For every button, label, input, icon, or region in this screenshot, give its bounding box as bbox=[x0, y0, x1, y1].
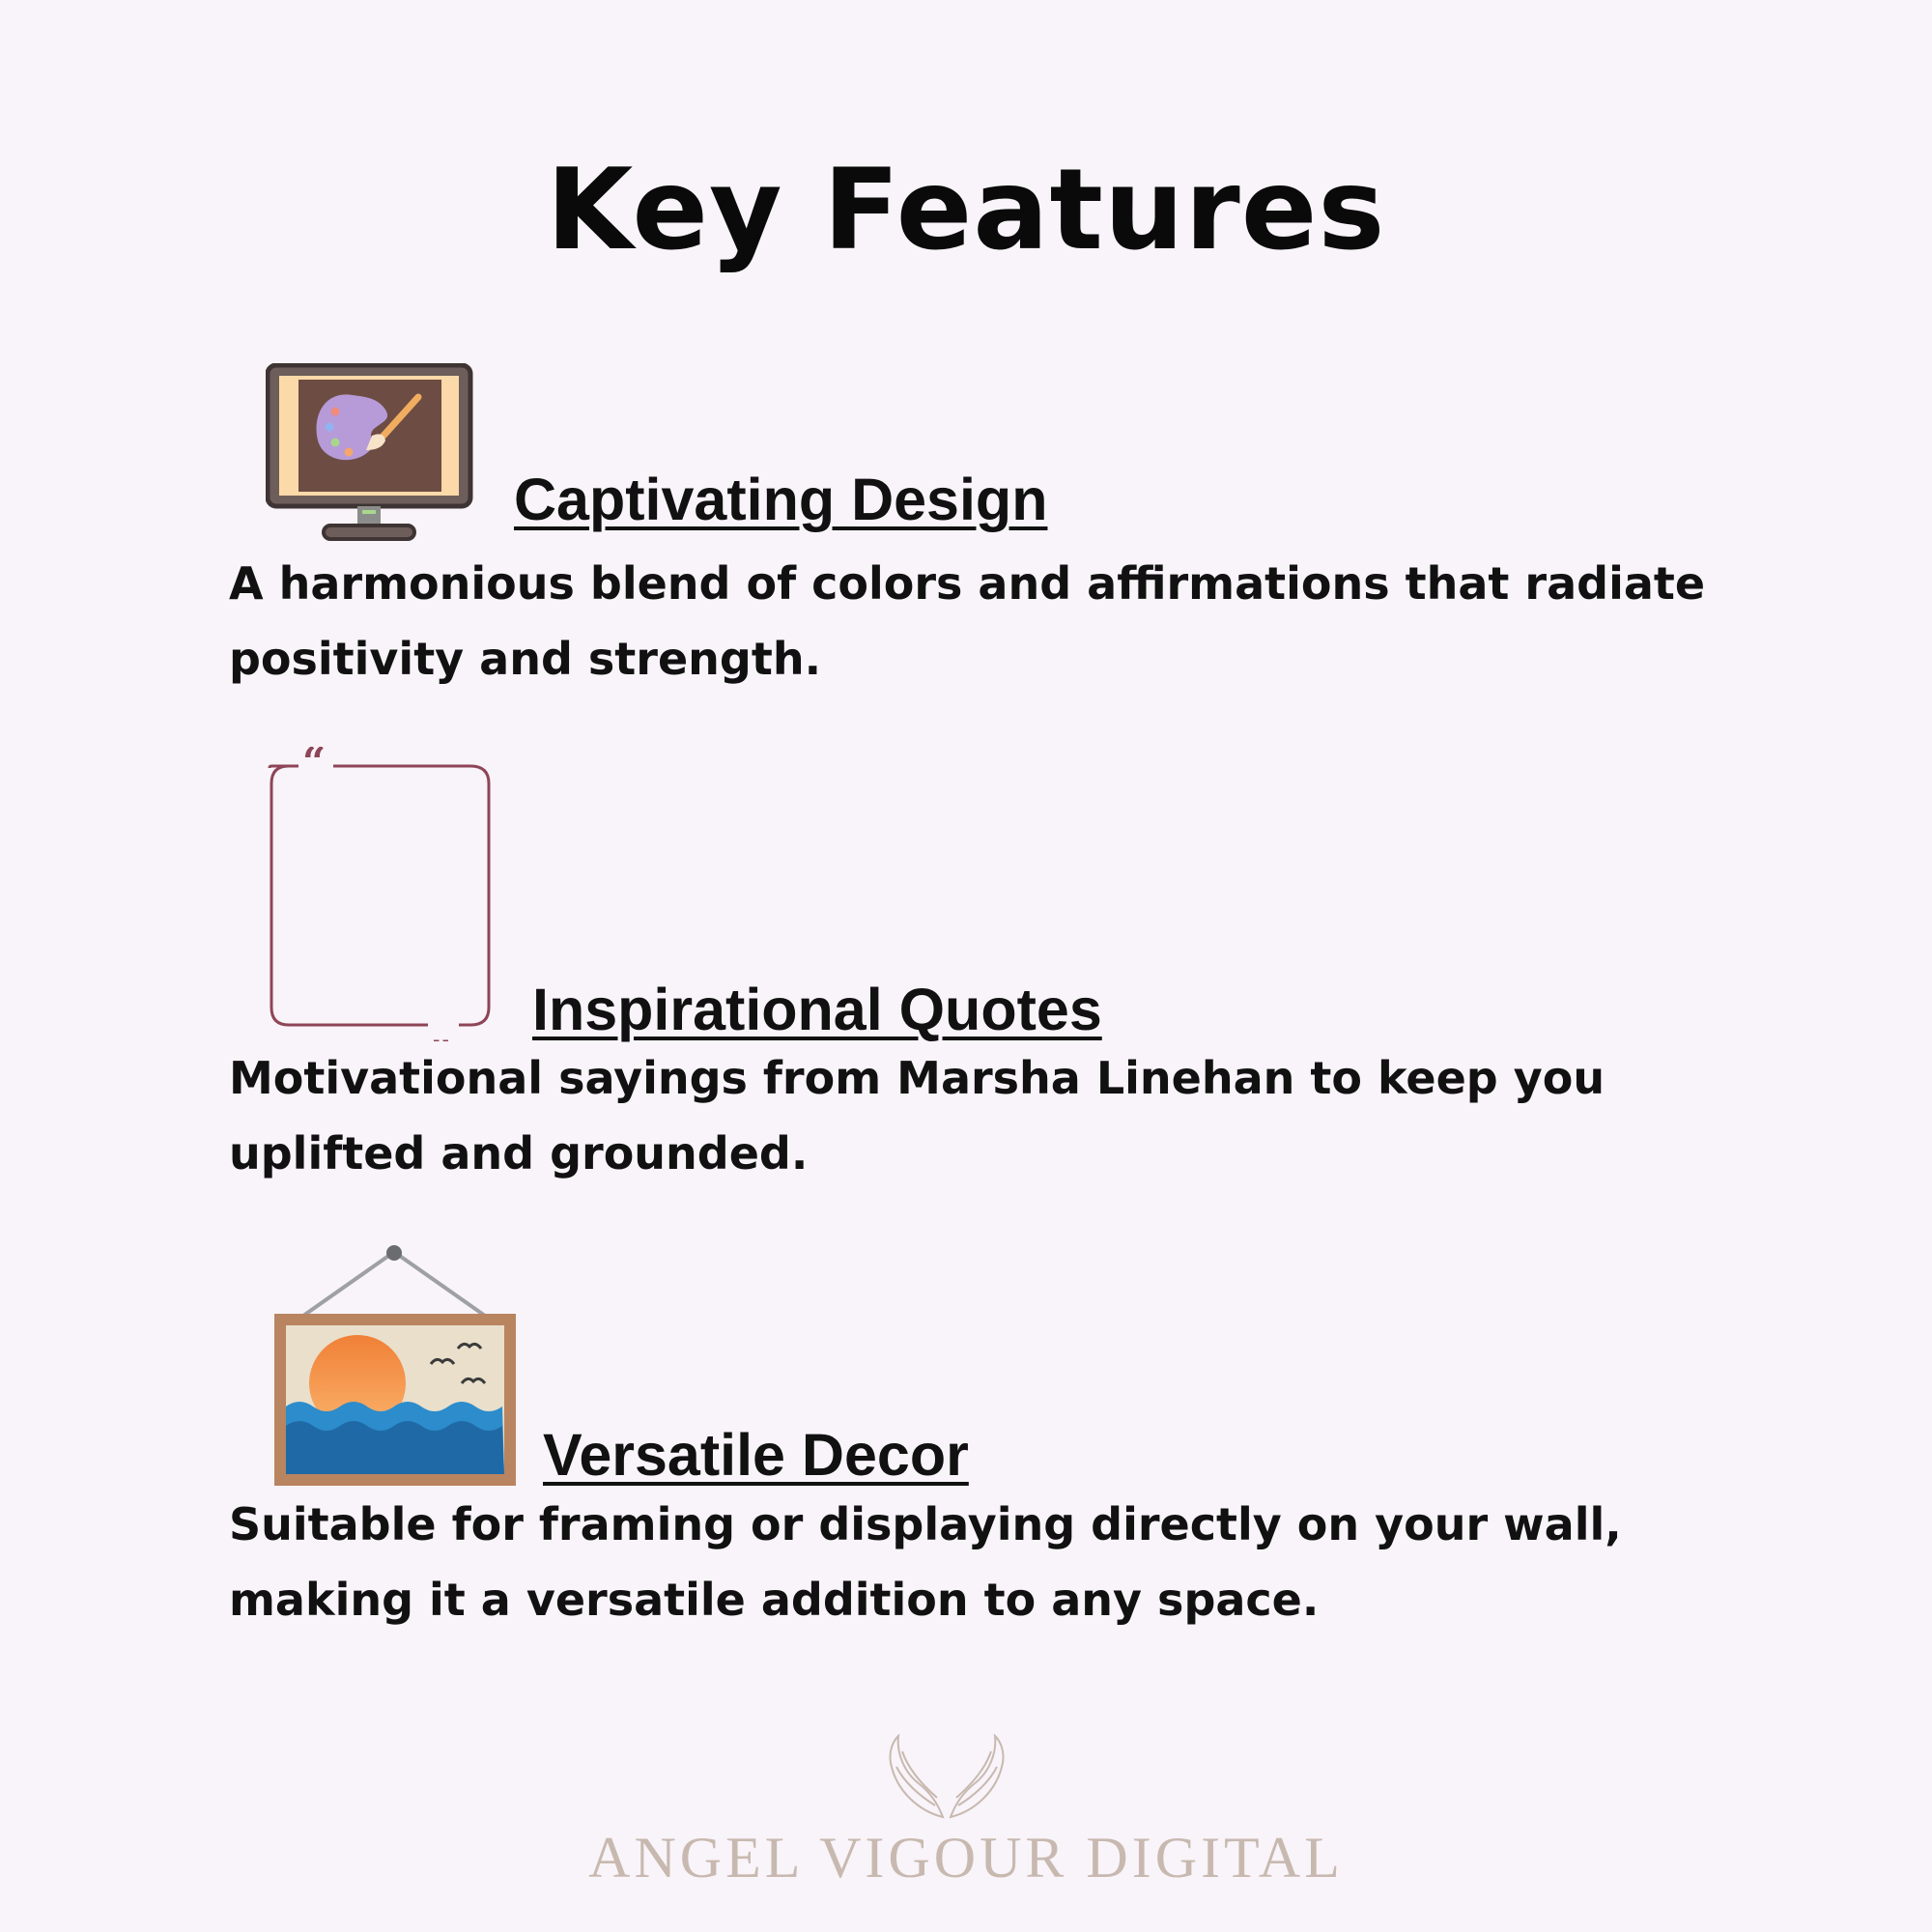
monitor-palette-icon bbox=[266, 363, 473, 551]
svg-text:“: “ bbox=[302, 747, 327, 785]
svg-text:„: „ bbox=[429, 1009, 453, 1041]
feature-heading-versatile-decor: Versatile Decor bbox=[543, 1422, 969, 1488]
feature-heading-captivating-design: Captivating Design bbox=[514, 467, 1048, 532]
quote-frame-icon bbox=[268, 747, 495, 1045]
feature-description-versatile-decor: Suitable for framing or displaying directly on your wall, making it a versatile addition to any space. bbox=[229, 1498, 1622, 1626]
page-title: Key Features bbox=[546, 145, 1386, 275]
angel-wings-icon bbox=[879, 1734, 1014, 1827]
feature-description-captivating-design: A harmonious blend of colors and affirmations that radiate positivity and strength. bbox=[229, 557, 1706, 685]
feature-description-inspirational-quotes: Motivational sayings from Marsha Linehan to keep you uplifted and grounded. bbox=[229, 1052, 1605, 1179]
brand-name: ANGEL VIGOUR DIGITAL bbox=[588, 1826, 1344, 1889]
hanging-picture-icon bbox=[272, 1244, 519, 1494]
feature-heading-inspirational-quotes: Inspirational Quotes bbox=[532, 977, 1102, 1042]
